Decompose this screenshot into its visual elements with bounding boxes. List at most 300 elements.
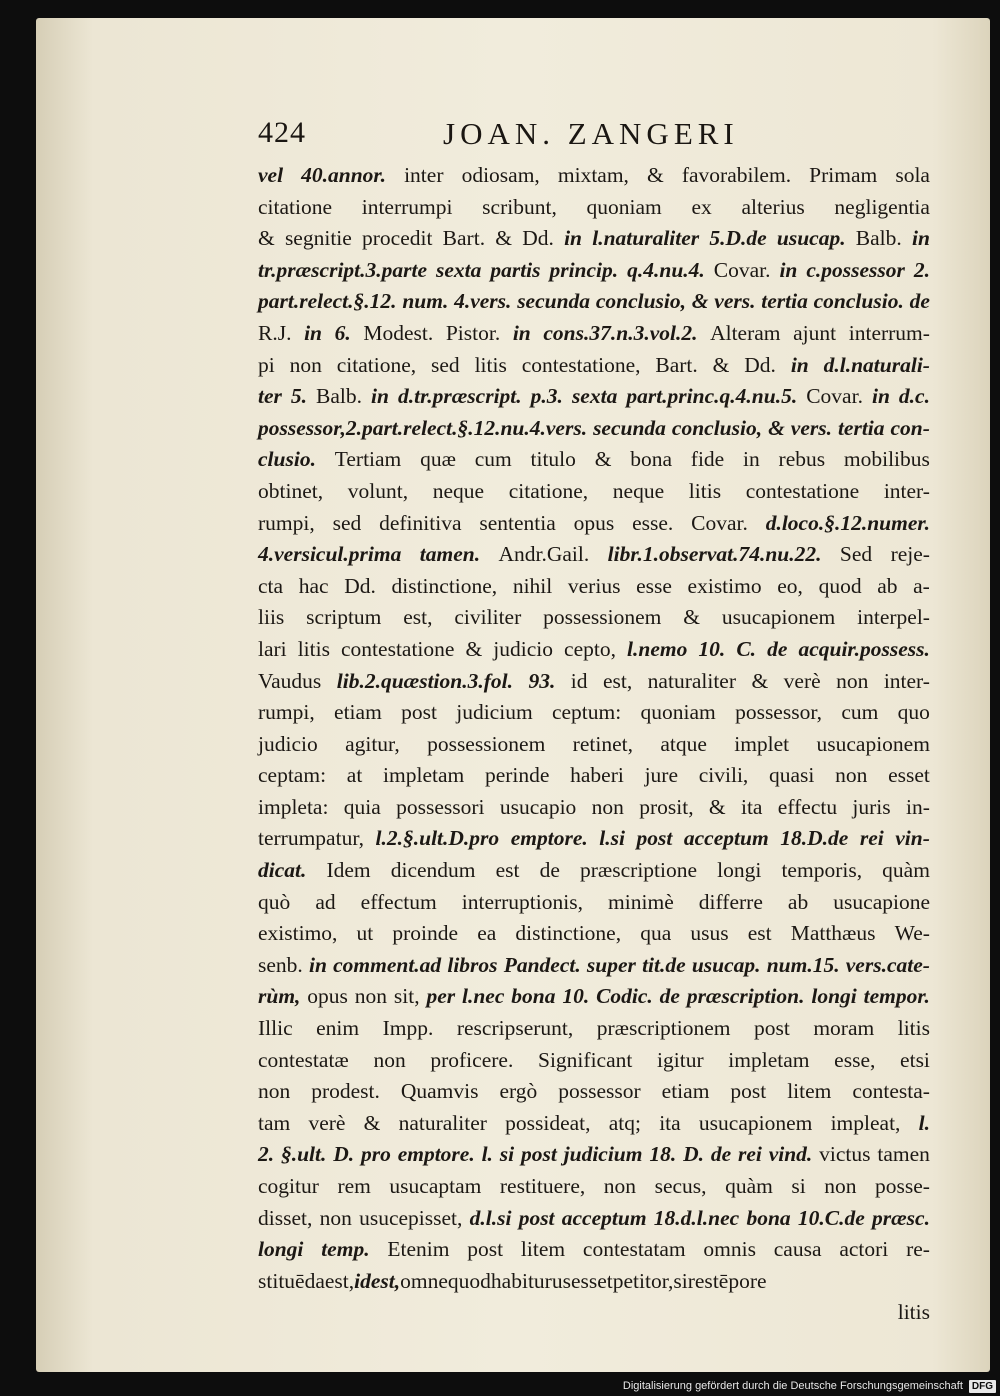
word: dicendum (390, 858, 476, 883)
word: pi (258, 352, 275, 377)
word: rem (337, 1174, 371, 1198)
word: d.c. (898, 384, 930, 409)
text-line (258, 444, 930, 476)
word: non (824, 1174, 857, 1198)
word: R.J. (258, 320, 292, 345)
word: si (673, 1268, 688, 1293)
word: judicio (493, 636, 553, 661)
word: quàm (882, 858, 930, 883)
word: existimo, (258, 921, 338, 946)
word: non (836, 668, 869, 693)
word: de (659, 984, 680, 1009)
word: rei (737, 1142, 762, 1167)
word: Bart. (655, 352, 698, 377)
word: differre (698, 889, 763, 914)
word: odiosam, (461, 163, 540, 187)
word: & (363, 1110, 381, 1135)
word: rumpi, (258, 510, 315, 535)
word: l.nec (461, 984, 505, 1009)
word: litis (897, 1016, 930, 1041)
word: esse (636, 573, 672, 598)
word: 10. (562, 984, 590, 1009)
dfg-logo-icon: DFG (969, 1380, 996, 1393)
word: possideat, (505, 1110, 591, 1135)
word: esse, (834, 1047, 876, 1072)
word: D. (683, 1142, 704, 1167)
word: implet (734, 731, 790, 756)
word: Idem (326, 858, 371, 883)
word: volunt, (347, 478, 409, 503)
text-line (258, 350, 930, 382)
word: l.naturaliter (592, 226, 700, 251)
digitization-credit: Digitalisierung gefördert durch die Deutsche Forschungsgemeinschaft (622, 1380, 963, 1392)
word: possessori (396, 794, 485, 819)
word: longi (811, 984, 857, 1009)
word: prodest. (311, 1079, 380, 1104)
word: cons.37.n.3.vol.2. (543, 320, 698, 345)
word: comment.ad (333, 952, 442, 977)
word: vers. (790, 415, 832, 440)
word: res (687, 1268, 713, 1293)
text-line (258, 1266, 930, 1298)
text-line (258, 1297, 930, 1329)
word: quoniam (586, 194, 662, 219)
word: effectum (360, 889, 437, 914)
word: citatione (258, 194, 333, 219)
word: si (791, 1174, 806, 1198)
word: & (465, 636, 483, 661)
word: jure (644, 763, 679, 788)
text-line (258, 223, 930, 255)
page-header (258, 116, 958, 156)
word: secunda (593, 415, 666, 440)
word: in (371, 384, 389, 409)
word: & (495, 226, 513, 251)
word: rùm, (258, 984, 301, 1009)
word: moram (813, 1016, 875, 1041)
word: quasi (769, 763, 815, 788)
word: civili, (698, 763, 749, 788)
word: Sed (839, 542, 873, 567)
word: post (636, 826, 673, 851)
word: num.15. (766, 952, 840, 977)
running-head: JOAN. ZANGERI (443, 116, 739, 151)
word: in (512, 320, 531, 345)
word: cogitur (258, 1174, 319, 1198)
word: ita (659, 1110, 681, 1135)
word: judicium (563, 1142, 643, 1167)
word: non (603, 1174, 637, 1198)
word: usucaptam (389, 1174, 482, 1198)
word: & (768, 415, 785, 440)
word: sola (895, 163, 930, 187)
word: vers. (714, 289, 756, 314)
word: usucapionem (816, 731, 930, 756)
word: in (911, 226, 930, 251)
word: Dd. (522, 226, 554, 251)
word: Primam (809, 163, 878, 187)
word: vin- (895, 826, 930, 851)
word: verius (567, 573, 621, 598)
word: procedit (362, 226, 433, 251)
text-line (258, 887, 930, 919)
word: temporis, (781, 858, 863, 883)
word: 5.D.de (709, 226, 767, 251)
word: impletam (728, 1047, 810, 1072)
word: quæ (420, 447, 456, 472)
word: 18.d.l.nec (653, 1205, 740, 1230)
word: neque (432, 478, 485, 503)
text-line (258, 602, 930, 634)
text-line (258, 192, 930, 224)
page-number: 424 (258, 116, 306, 149)
word: l. (481, 1142, 493, 1167)
text-line (258, 950, 930, 982)
word: 5. (290, 384, 308, 409)
word: sed (431, 352, 460, 377)
word: Alteram (710, 320, 781, 345)
word: post (467, 1237, 504, 1262)
word: tit.de (642, 952, 686, 977)
word: titulo (530, 447, 576, 472)
text-line (258, 855, 930, 887)
word: part.relect.§.12. (258, 289, 397, 314)
word: usucapionem (721, 605, 836, 630)
word: eo, (777, 573, 803, 598)
word: contestatæ (258, 1047, 349, 1072)
text-line (258, 697, 930, 729)
word: sententia (479, 510, 556, 535)
text-line (258, 823, 930, 855)
word: vers.cate- (845, 952, 930, 977)
word: judicium (456, 700, 533, 725)
word: per (426, 984, 456, 1009)
word: citatione, (336, 352, 417, 377)
word: post (518, 1205, 555, 1230)
word: mobilibus (843, 447, 930, 472)
word: si (499, 1142, 515, 1167)
word: part.princ.q.4.nu.5. (626, 384, 798, 409)
word: proinde (392, 921, 459, 946)
word: non (591, 794, 624, 819)
word: omne (400, 1268, 448, 1293)
word: longi (717, 858, 762, 883)
word: l.2.§.ult.D.pro (375, 826, 500, 851)
word: possessor,2.part.relect.§.12.nu.4.vers. (258, 415, 588, 440)
word: quàm (725, 1174, 773, 1198)
word: & (751, 668, 769, 693)
word: ex (691, 194, 712, 219)
word: in (743, 447, 760, 472)
word: Andr.Gail. (498, 542, 590, 567)
word: a- (913, 573, 930, 598)
word: non (373, 1047, 406, 1072)
word: litem (787, 1079, 832, 1104)
word: usucapione (833, 889, 930, 914)
word: clusio. (258, 447, 316, 472)
word: omnis (703, 1237, 756, 1262)
word: con- (890, 415, 930, 440)
word: Balb. (316, 384, 363, 409)
word: in (871, 384, 890, 409)
word: inter- (883, 668, 930, 693)
word: usucap. (691, 952, 761, 977)
word: usucepisset, (359, 1205, 463, 1230)
word: favorabilem. (681, 163, 792, 187)
word: rei (859, 826, 884, 851)
word: præsc. (872, 1205, 930, 1230)
word: judicio (258, 731, 318, 756)
word: & (691, 289, 709, 314)
word: ceptum: (551, 700, 622, 725)
word: in- (905, 794, 930, 819)
word: dicat. (258, 858, 307, 883)
text-line (258, 318, 930, 350)
word: stituēda (258, 1268, 325, 1293)
word: contestatione (341, 636, 455, 661)
word: sexta (571, 384, 618, 409)
word: præscriptione (580, 858, 698, 883)
text-line (258, 1045, 930, 1077)
word: liis (258, 605, 285, 630)
word: acquir.possess. (798, 636, 930, 661)
word: d.l.naturali- (823, 352, 930, 377)
text-line (258, 381, 930, 413)
text-line (258, 1234, 930, 1266)
word: in (564, 226, 583, 251)
text-line (258, 286, 930, 318)
word: 2. (258, 1142, 275, 1167)
word: usucap. (776, 226, 846, 251)
word: haberi (570, 763, 624, 788)
word: in (308, 952, 327, 977)
word: partis (490, 257, 541, 282)
word: & (708, 794, 726, 819)
word: mixtam, (557, 163, 629, 187)
word: de (909, 289, 930, 314)
text-line (258, 508, 930, 540)
word: usus (690, 921, 729, 946)
word: interrumpi (361, 194, 453, 219)
word: contesta- (852, 1079, 930, 1104)
word: p.3. (530, 384, 563, 409)
word: tempor. (863, 984, 930, 1009)
word: Matthæus (790, 921, 876, 946)
word: possessor (558, 1079, 641, 1104)
text-line (258, 1108, 930, 1140)
word: d.l.si (469, 1205, 512, 1230)
word: at (346, 763, 363, 788)
word: post (730, 1079, 767, 1104)
text-line (258, 413, 930, 445)
word: ceptam: (258, 763, 327, 788)
word: bona (511, 984, 556, 1009)
word: non (354, 984, 388, 1009)
word: cta (258, 573, 284, 598)
word: vind. (768, 1142, 813, 1167)
word: impleta: (258, 794, 329, 819)
word: esse. (632, 510, 674, 535)
word: usucapio (499, 794, 577, 819)
word: D. (333, 1142, 355, 1167)
body-text (258, 160, 930, 1329)
word: perinde (484, 763, 550, 788)
word: Significant (538, 1047, 633, 1072)
word: cepto, (564, 636, 616, 661)
text-line (258, 918, 930, 950)
word: id (570, 668, 588, 693)
word: enim (316, 1016, 360, 1041)
word: posse- (875, 1174, 930, 1198)
word: & (712, 352, 730, 377)
word: emptore. (510, 826, 588, 851)
word: Tertiam (334, 447, 402, 472)
word: causa (773, 1237, 822, 1262)
word: contestatione (745, 478, 860, 503)
word: 6. (334, 320, 351, 345)
word: quod (818, 573, 862, 598)
word: Illic (258, 1016, 293, 1041)
word: restituere, (499, 1174, 586, 1198)
word: atque (660, 731, 707, 756)
text-line (258, 981, 930, 1013)
word: 10.C.de (797, 1205, 865, 1230)
word: esset (888, 763, 930, 788)
word: longi (258, 1237, 304, 1262)
word: contestatione, (521, 352, 641, 377)
word: in (304, 320, 323, 345)
word: bona (746, 1205, 791, 1230)
footer-bar (623, 1376, 1000, 1396)
word: sed (332, 510, 362, 535)
text-line (258, 1171, 930, 1203)
word: 93. (528, 668, 556, 693)
word: lib.2.quæstion.3.fol. (336, 668, 513, 693)
word: Balb. (855, 226, 902, 251)
word: rumpi, (258, 700, 315, 725)
word: est (495, 858, 520, 883)
word: possessor, (735, 700, 823, 725)
word: distinctione, (391, 573, 498, 598)
word: Etenim (387, 1237, 450, 1262)
word: post (401, 700, 437, 725)
text-line (258, 160, 930, 192)
word: conclusio, (595, 289, 687, 314)
text-line (258, 571, 930, 603)
word: lari (258, 636, 287, 661)
word: libr.1.observat.74.nu.22. (607, 542, 822, 567)
word: nihil (512, 573, 553, 598)
word: l.si (599, 826, 625, 851)
word: præscriptionem (596, 1016, 731, 1041)
text-line (258, 476, 930, 508)
word: in (790, 352, 809, 377)
text-line (258, 666, 930, 698)
word: conclusio, (671, 415, 763, 440)
word: usucapionem (698, 1110, 813, 1135)
word: Codic. (596, 984, 653, 1009)
word: alterius (741, 194, 805, 219)
word: senb. (258, 952, 303, 977)
word: tertia (761, 289, 808, 314)
word: conclusio. (813, 289, 904, 314)
word: interrum- (848, 320, 930, 345)
word: rescripserunt, (456, 1016, 574, 1041)
word: ajunt (793, 320, 837, 345)
word: naturaliter (647, 668, 737, 693)
text-line (258, 539, 930, 571)
word: atq; (608, 1110, 641, 1135)
word: præscription. (686, 984, 805, 1009)
word: cum (474, 447, 512, 472)
word: d.tr.præscript. (398, 384, 522, 409)
word: tr.præscript.3.parte (258, 257, 428, 282)
word: num. (402, 289, 449, 314)
word: interpel- (857, 605, 930, 630)
word: vel (258, 163, 284, 187)
word: bona (630, 447, 673, 472)
word: l. (918, 1110, 930, 1135)
word: igitur (657, 1047, 704, 1072)
word: ergò (499, 1079, 538, 1104)
word: de (710, 1142, 732, 1167)
word: litis (297, 636, 330, 661)
word: emptore. (397, 1142, 475, 1167)
word: Covar. (691, 510, 748, 535)
word: 10. (698, 636, 726, 661)
word: We- (894, 921, 930, 946)
word: actori (839, 1237, 889, 1262)
word: negligentia (834, 194, 930, 219)
word: & (594, 447, 612, 472)
word: segnitie (284, 226, 352, 251)
word: possessionem (427, 731, 546, 756)
text-line (258, 1013, 930, 1045)
word: 40.annor. (301, 163, 386, 187)
word: Covar. (713, 257, 771, 282)
word: contestatam (582, 1237, 686, 1262)
word: neque (612, 478, 665, 503)
word: fide (690, 447, 725, 472)
word: ita (740, 794, 763, 819)
word: super (586, 952, 636, 977)
text-line (258, 792, 930, 824)
word: non (258, 1079, 291, 1104)
word: & (647, 163, 664, 187)
word: victus (819, 1142, 871, 1167)
word: opus (307, 984, 348, 1009)
word: princip. (549, 257, 619, 282)
word: verè (308, 1110, 346, 1135)
word: sexta (435, 257, 482, 282)
word: habiturus (490, 1268, 571, 1293)
word: litis (688, 478, 722, 503)
word: opus (573, 510, 615, 535)
word: Pandect. (503, 952, 581, 977)
word: tam (258, 1110, 291, 1135)
word: scriptum (306, 605, 382, 630)
word: naturaliter (398, 1110, 487, 1135)
text-line (258, 1076, 930, 1108)
word: Impp. (382, 1016, 434, 1041)
word: non (319, 1205, 352, 1230)
word: ad (315, 889, 336, 914)
word: existimo (687, 573, 762, 598)
word: juris (852, 794, 891, 819)
word: quò (258, 889, 291, 914)
word: 4.vers. (454, 289, 512, 314)
text-line (258, 729, 930, 761)
